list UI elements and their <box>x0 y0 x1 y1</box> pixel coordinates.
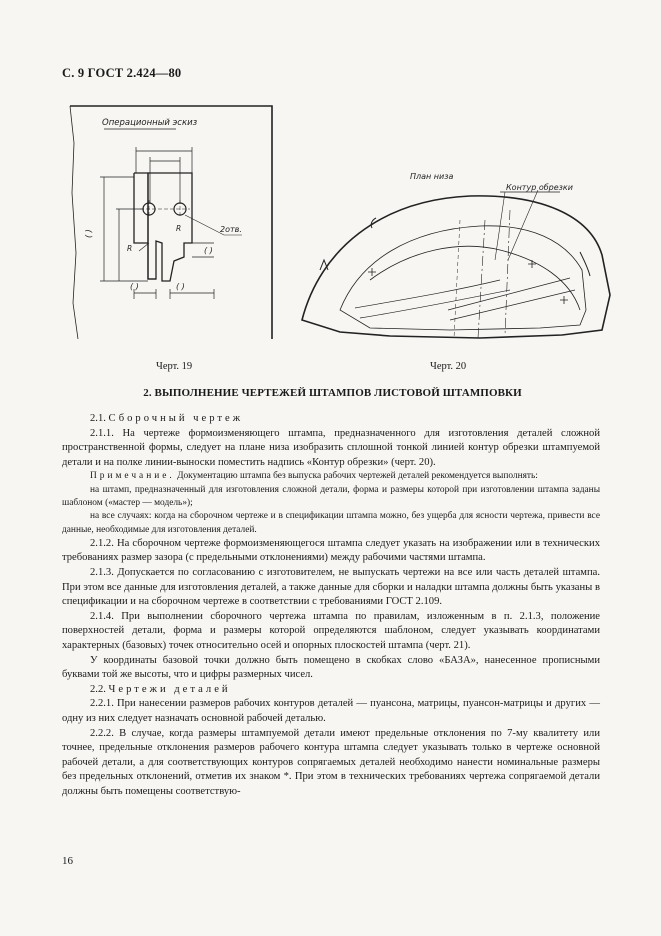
figure-20-caption: Черт. 20 <box>430 361 467 372</box>
subsection-title: Чертежи деталей <box>108 683 231 695</box>
radius-label-2: R <box>127 244 133 253</box>
note-label: Примечание. <box>90 471 175 482</box>
section-title: 2. ВЫПОЛНЕНИЕ ЧЕРТЕЖЕЙ ШТАМПОВ ЛИСТОВОЙ ШТАМПОВКИ <box>143 387 522 399</box>
paragraph-number: 2.2. <box>90 683 106 695</box>
figure-19-caption: Черт. 19 <box>156 361 193 372</box>
dim-paren-bottom-left: ( ) <box>130 282 139 291</box>
note-item-a: на штамп, предназначенный для изготовления сложной детали, форма и размеры которой при изготовлении штампа заданы шаблоном («мастер — модель»); <box>62 484 600 508</box>
hole-label: 2отв. <box>220 225 242 234</box>
contour-label: Контур обрезки <box>506 183 573 192</box>
figure-20-plan-view <box>300 160 620 350</box>
page-header: С. 9 ГОСТ 2.424—80 <box>62 66 182 80</box>
sketch-title: Операционный эскиз <box>102 118 198 128</box>
paragraph-2-2-1: 2.2.1. При нанесении размеров рабочих контуров деталей — пуансона, матрицы, пуансон-матрицы и других — одну из них следует назначать основной рабочей деталью. <box>62 698 600 724</box>
paragraph-base-point: У координаты базовой точки должно быть помещено в скобках слово «БАЗА», нанесенное прописными буквами той же высоты, что и цифры размерных чисел. <box>62 654 600 681</box>
paragraph-2-1-2: 2.1.2. На сборочном чертеже формоизменяющегося штампа следует указать на изображении или в технических требованиях размер зазора (с предельными отклонениями) между рабочими частями штампа. <box>62 537 600 564</box>
paragraph-2-1-4: 2.1.4. При выполнении сборочного чертежа штампа по правилам, изложенным в п. 2.1.3, положение поверхностей детали, форма и размеры которой определяются шаблоном, следует указывать координатами характерных (базовых) точек относительно осей и опорных плоскостей штампа (черт. 21). <box>62 610 600 652</box>
paragraph-2-2 <box>62 683 600 698</box>
note-item-b: на все случаях: когда на сборочном чертеже и в спецификации штампа можно, без ущерба для ясности чертежа, привести все данные, необходимые для изготовления деталей. <box>62 511 600 535</box>
paragraph-2-1 <box>62 412 600 427</box>
dim-paren-bottom-right: ( ) <box>176 282 185 291</box>
figure-19-operational-sketch <box>64 103 278 339</box>
body-text <box>62 412 600 800</box>
paragraph-2-1-3: 2.1.3. Допускается по согласованию с изготовителем, не выпускать чертежи на все или часть деталей штампа. При этом все данные для изготовления деталей, а также данные для сборки и наладки штампа должны быть указаны в спецификации и на сборочном чертеже в соответствии с требованиями ГОСТ 2.109. <box>62 567 600 608</box>
radius-label-1: R <box>176 224 182 233</box>
subsection-title: Сборочный чертеж <box>108 413 244 424</box>
page-number: 16 <box>62 855 73 867</box>
note-text: Документацию штампа без выпуска рабочих чертежей деталей рекомендуется выполнять: <box>177 471 538 482</box>
plan-label: План низа <box>410 172 454 181</box>
dim-paren-left: ( ) <box>84 229 93 238</box>
paragraph-2-1-1: 2.1.1. На чертеже формоизменяющего штампа, предназначенного для изготовления деталей сложной пространственной формы, следует на плане низа изобразить сплошной тонкой линией контур обрезки штампуемой детали и на полке линии-выноски поместить надпись «Контур обрезки» (черт. 20). <box>62 427 600 468</box>
paragraph-2-2-2: 2.2.2. В случае, когда размеры штампуемой детали имеют предельные отклонения по 7-му квалитету или точнее, предельные отклонения размеров рабочего контура штампа следует указывать только в чертеже основной рабочей детали, а для соответствующих контуров сопрягаемых деталей необходимо нанести номинальные размеры без предельных отклонений, отметив их знаком *. При этом в технических требованиях чертежа сопрягаемой детали должны быть помещены соответствую- <box>62 727 600 797</box>
paragraph-number: 2.1. <box>90 413 106 424</box>
note-paragraph <box>62 470 600 483</box>
dim-paren-right: ( ) <box>204 246 213 255</box>
